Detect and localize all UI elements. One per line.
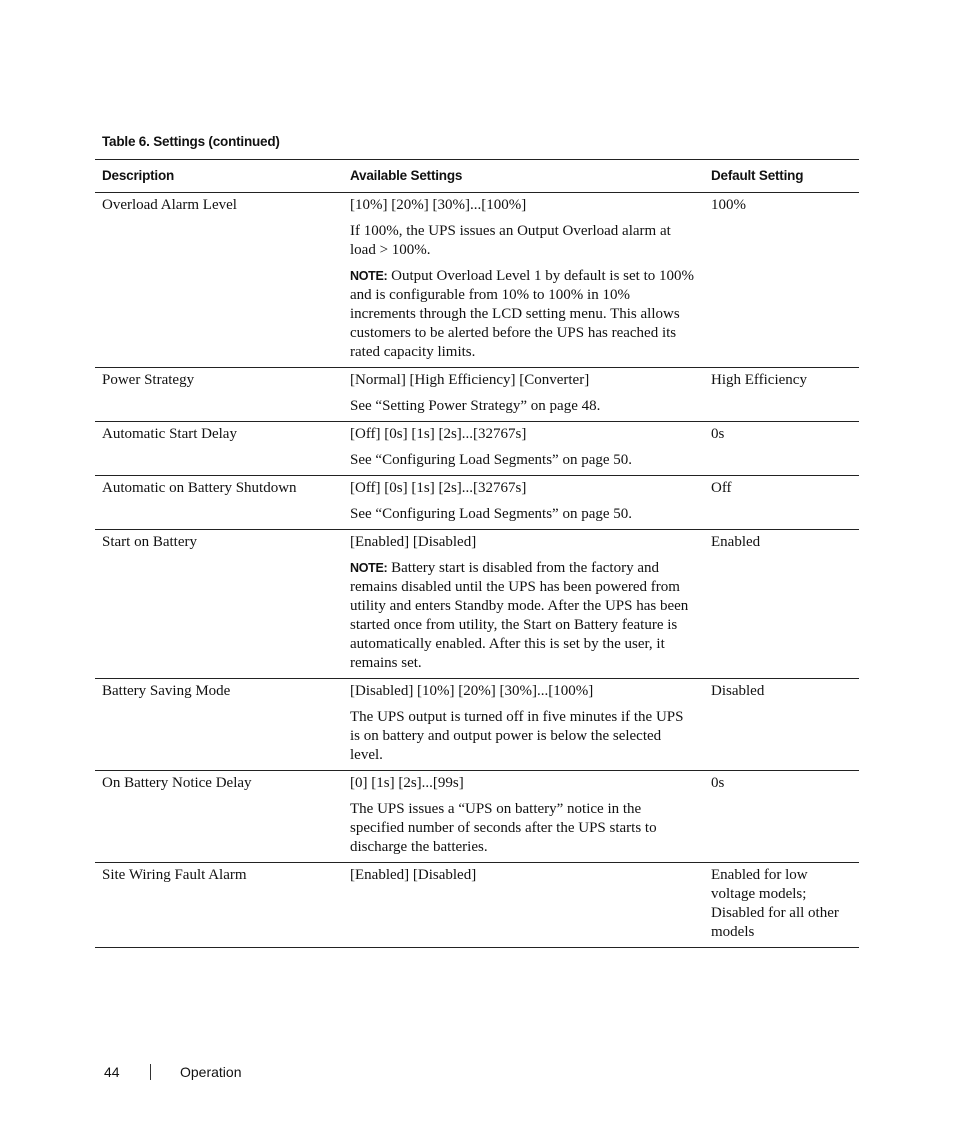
row-settings-cell xyxy=(343,679,704,771)
table-row xyxy=(95,771,859,863)
note-text: Battery start is disabled from the factory and remains disabled until the UPS has been powered from utility and enters Standby mode. After the UPS has been started once from utility, the Start on Battery feature is automatically enabled. After this is set by the user, it remains set. xyxy=(350,560,689,671)
table-caption: Table 6. Settings (continued) xyxy=(102,134,280,149)
row-description: Start on Battery xyxy=(95,530,343,679)
row-detail: See “Configuring Load Segments” on page 50. xyxy=(350,452,633,468)
settings-table xyxy=(95,159,859,948)
row-default: 100% xyxy=(704,193,859,368)
note-label: NOTE: xyxy=(350,561,388,575)
row-default: Off xyxy=(704,476,859,530)
row-settings-cell xyxy=(343,193,704,368)
row-description: Power Strategy xyxy=(95,368,343,422)
table-row xyxy=(95,368,859,422)
row-note xyxy=(350,267,697,362)
row-settings-cell xyxy=(343,422,704,476)
row-description: Site Wiring Fault Alarm xyxy=(95,863,343,948)
table-row xyxy=(95,193,859,368)
row-note xyxy=(350,559,697,673)
table-header-row xyxy=(95,160,859,193)
row-settings: [Normal] [High Efficiency] [Converter] xyxy=(350,372,590,388)
row-settings: [Enabled] [Disabled] xyxy=(350,867,477,883)
row-detail: The UPS output is turned off in five minutes if the UPS is on battery and output power is below the selected level. xyxy=(350,709,684,763)
row-settings: [Off] [0s] [1s] [2s]...[32767s] xyxy=(350,480,527,496)
row-detail: See “Configuring Load Segments” on page 50. xyxy=(350,506,633,522)
table-row xyxy=(95,863,859,948)
row-detail: If 100%, the UPS issues an Output Overload alarm at load > 100%. xyxy=(350,223,671,258)
note-text: Output Overload Level 1 by default is set to 100% and is configurable from 10% to 100% in 10% increments through the LCD setting menu. This allows customers to be alerted before the UPS has reached its rated capacity limits. xyxy=(350,268,694,360)
row-default: 0s xyxy=(704,422,859,476)
row-description: Overload Alarm Level xyxy=(95,193,343,368)
row-default: 0s xyxy=(704,771,859,863)
page-number: 44 xyxy=(104,1064,120,1080)
row-settings: [Off] [0s] [1s] [2s]...[32767s] xyxy=(350,426,527,442)
header-description: Description xyxy=(95,160,343,193)
row-settings: [Disabled] [10%] [20%] [30%]...[100%] xyxy=(350,683,594,699)
row-settings-cell xyxy=(343,771,704,863)
header-available-settings: Available Settings xyxy=(343,160,704,193)
row-settings: [0] [1s] [2s]...[99s] xyxy=(350,775,464,791)
row-settings-cell xyxy=(343,476,704,530)
row-description: Battery Saving Mode xyxy=(95,679,343,771)
row-settings-cell xyxy=(343,530,704,679)
row-settings-cell xyxy=(343,368,704,422)
footer-separator xyxy=(150,1064,151,1080)
row-settings: [10%] [20%] [30%]...[100%] xyxy=(350,197,527,213)
row-default: Disabled xyxy=(704,679,859,771)
table-row xyxy=(95,476,859,530)
table-row xyxy=(95,422,859,476)
row-detail: The UPS issues a “UPS on battery” notice in the specified number of seconds after the UPS starts to discharge the batteries. xyxy=(350,801,657,855)
row-description: Automatic Start Delay xyxy=(95,422,343,476)
row-default: Enabled xyxy=(704,530,859,679)
note-label: NOTE: xyxy=(350,269,388,283)
row-settings: [Enabled] [Disabled] xyxy=(350,534,477,550)
row-detail: See “Setting Power Strategy” on page 48. xyxy=(350,398,601,414)
row-description: Automatic on Battery Shutdown xyxy=(95,476,343,530)
table-row xyxy=(95,530,859,679)
row-default: Enabled for low voltage models; Disabled for all other models xyxy=(704,863,859,948)
row-settings-cell xyxy=(343,863,704,948)
footer-section-title: Operation xyxy=(180,1064,242,1080)
table-row xyxy=(95,679,859,771)
row-description: On Battery Notice Delay xyxy=(95,771,343,863)
header-default-setting: Default Setting xyxy=(704,160,859,193)
row-default: High Efficiency xyxy=(704,368,859,422)
